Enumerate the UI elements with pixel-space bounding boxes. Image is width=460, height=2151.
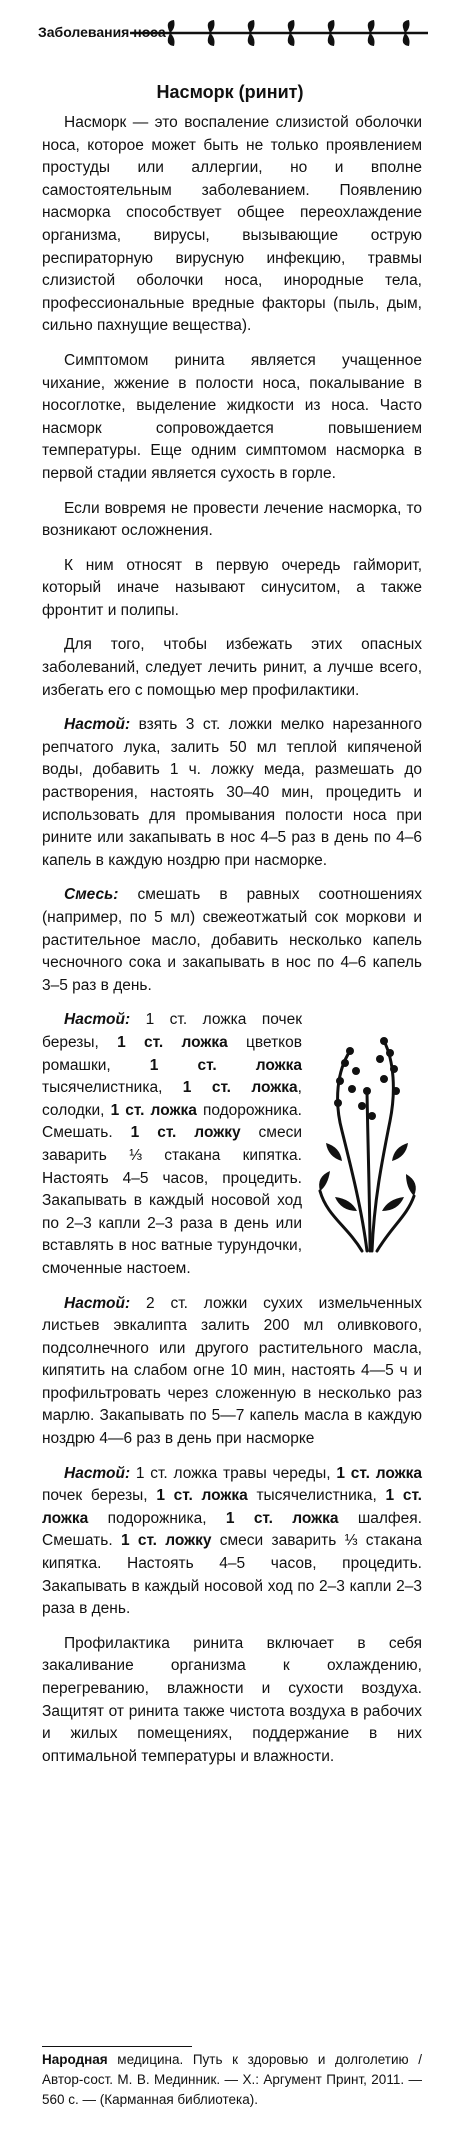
recipe-measure: 1 ст. ложка: [117, 1033, 228, 1051]
recipe-label: Настой:: [64, 1294, 131, 1312]
source-citation: [42, 2050, 422, 2110]
recipe-measure: 1 ст. ложка: [42, 1487, 422, 1527]
source-title: Народная: [42, 2052, 108, 2067]
intro-paragraph-2: Симптомом ринита является учащенное чихание, жжение в полости носа, покалывание в носоглотке, выделение жидкости из носа. Часто насморк сопровождается повышением температуры. Еще одним симптомом насморка в первой стадии является сухость в горле.: [42, 351, 422, 482]
recipe-label: Смесь:: [64, 886, 119, 904]
recipe-text: взять 3 ст. ложки мелко нарезанного репчатого лука, залить 50 мл теплой кипяченой воды, добавить 1 ч. ложку меда, размешать до растворения, настоять 30–40 мин, процедить и использовать для промывания полости носа при рините или закапывать в нос 4–5 раз в день по 4–6 капель в каждую ноздрю при насморке.: [42, 716, 422, 869]
recipe-text: 1 ст. ложка травы череды,: [130, 1464, 337, 1482]
recipe-text: , солодки,: [42, 1079, 302, 1119]
recipe-text: почек березы,: [42, 1487, 157, 1505]
recipe-carrot-mixture: [42, 884, 422, 997]
recipe-text: 1 ст. ложка почек березы,: [42, 1011, 302, 1051]
source-text: медицина. Путь к здоровью и долголетию / Автор-сост. М. В. Мединник. — Х.: Аргумент Принт, 2011. — 560 с. — (Карманная библиотека).: [42, 2052, 422, 2107]
intro-paragraph-1: Насморк — это воспаление слизистой оболочки носа, которое может быть не только проявлением простуды или аллергии, но и вполне самостоятельным заболеванием. Появлению насморка способствует общее переохлаждение организма, вирусы, вызывающие острую респираторную вирусную инфекцию, травмы слизистой оболочки носа, инородные тела, профессиональные вредные факторы (пыль, дым, сильно пахнущие вещества).: [42, 114, 422, 335]
fern-plant-illustration-icon: [312, 1011, 422, 1261]
intro-paragraph-3: Если вовремя не провести лечение насморка, то возникают осложнения.: [42, 499, 422, 540]
recipe-measure: 1 ст. ложка: [336, 1464, 422, 1482]
recipe-text: цветков ромашки,: [42, 1033, 302, 1074]
page-header: [0, 10, 460, 52]
recipe-measure: 1 ст. ложка: [182, 1079, 298, 1097]
section-title: Заболевания носа: [38, 24, 166, 40]
recipe-text: шалфея. Смешать.: [42, 1509, 422, 1550]
recipe-text: подорожника,: [88, 1509, 226, 1527]
recipe-text: смеси заварить ⅓ стакана кипятка. Настоять 4–5 часов, процедить. Закапывать в каждый носовой ход по 2–3 капли 2–3 раза в день или вставлять в нос ватные турундочки, смоченные настоем.: [42, 1124, 302, 1277]
recipe-measure: 1 ст. ложку: [130, 1124, 241, 1142]
outro-paragraph: Профилактика ринита включает в себя закаливание организма к охлаждению, перегреванию, влажности и сухости воздуха. Защитят от ринита также чистота воздуха в рабочих и жилых помещениях, поддержание в них оптимальной температуры и влажности.: [42, 1634, 422, 1765]
recipe-measure: 1 ст. ложка: [149, 1056, 302, 1074]
recipe-eucalyptus-oil: [42, 1293, 422, 1451]
recipe-label: Настой:: [64, 716, 131, 734]
recipe-text: 2 ст. ложки сухих измельченных листьев эвкалипта залить 200 мл оливкового, подсолнечного или другого растительного масла, кипятить на слабом огне 10 мин, настоять 4—5 ч и профильтровать через сложенную в несколько раз марлю. Закапывать по 5—7 капель масла в каждую ноздрю 4—6 раз в день при насморке: [42, 1294, 422, 1448]
recipe-measure: 1 ст. ложка: [225, 1509, 339, 1527]
recipe-text: тысячелистника,: [247, 1487, 386, 1505]
recipe-onion-infusion: [42, 714, 422, 872]
article-body: [42, 112, 422, 1780]
recipe-series-infusion: [42, 1463, 422, 1621]
recipe-label: Настой:: [64, 1464, 131, 1482]
recipe-text: смеси заварить ⅓ стакана кипятка. Настоять 4–5 часов, процедить. Закапывать в каждый носовой ход по 2–3 капли 2–3 раза в день.: [42, 1532, 422, 1618]
recipe-text: смешать в равных соотношениях (например, по 5 мл) свежеотжатый сок моркови и растительное масло, добавить несколько капель чесночного сока и закапывать в нос по 4–6 капель 3–5 раз в день.: [42, 886, 422, 994]
recipe-measure: 1 ст. ложка: [156, 1487, 248, 1505]
article-title: Насморк (ринит): [156, 82, 304, 102]
recipe-text: подорожника. Смешать.: [42, 1101, 302, 1142]
recipe-text: тысячелистника,: [42, 1079, 183, 1097]
intro-paragraph-5: Для того, чтобы избежать этих опасных заболеваний, следует лечить ринит, а лучше всего, избегать его с помощью мер профилактики.: [42, 636, 422, 699]
recipe-measure: 1 ст. ложка: [110, 1101, 197, 1119]
leafy-vine-ornament-icon: [130, 18, 430, 48]
source-divider: [42, 2046, 192, 2047]
recipe-label: Настой:: [64, 1011, 131, 1029]
intro-paragraph-4: К ним относят в первую очередь гайморит, который иначе называют синуситом, а также фронтит и полипы.: [42, 556, 422, 619]
recipe-measure: 1 ст. ложку: [120, 1532, 212, 1550]
